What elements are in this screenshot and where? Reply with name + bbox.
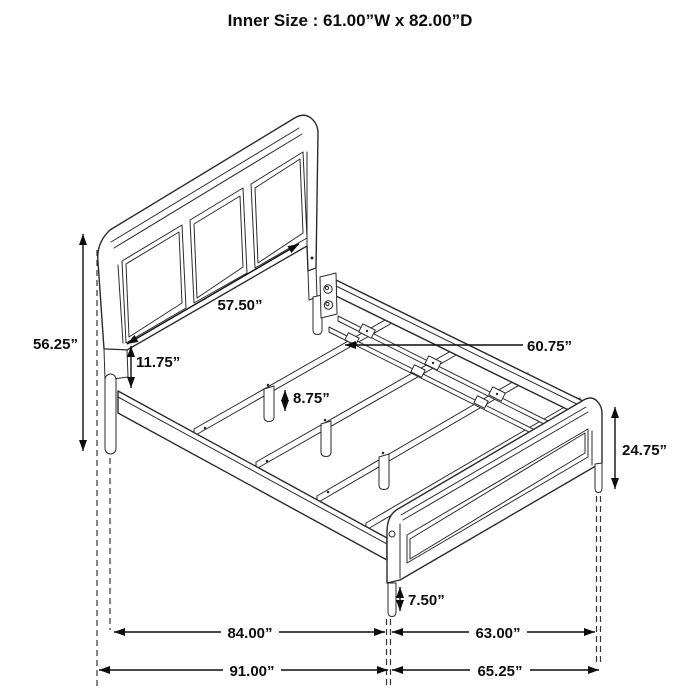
rail-bracket <box>320 273 337 318</box>
dim-label-slat-width: 60.75” <box>527 338 573 355</box>
dim-side-rail-length <box>114 623 385 642</box>
headboard-right-stile <box>308 268 317 300</box>
dim-footboard-span <box>392 623 595 642</box>
slat-leg-2 <box>321 421 331 457</box>
dim-label-side-rail-length: 84.00” <box>227 625 273 642</box>
dim-label-footboard-span: 63.00” <box>475 625 521 642</box>
dim-slat-leg-height <box>285 390 330 411</box>
slat-leg-3 <box>379 454 389 490</box>
dim-label-panel-to-rail-gap: 11.75” <box>136 354 181 371</box>
dim-label-footboard-height: 24.75” <box>622 442 668 459</box>
dim-headboard-height <box>33 234 83 451</box>
dim-label-overall-depth: 91.00” <box>229 663 275 680</box>
dim-panel-to-rail-gap <box>131 346 180 388</box>
footboard-screw <box>389 531 395 537</box>
dim-footboard-leg-height <box>400 587 445 611</box>
dim-overall-depth <box>99 661 388 680</box>
dim-overall-width <box>392 661 599 680</box>
dim-label-slat-leg-height: 8.75” <box>293 390 330 407</box>
dim-label-headboard-inner-width: 57.50” <box>217 297 263 314</box>
slat-leg-1 <box>264 386 274 422</box>
dim-label-headboard-height: 56.25” <box>32 336 78 353</box>
footboard <box>387 398 602 617</box>
dim-label-overall-width: 65.25” <box>477 663 523 680</box>
headboard-left-leg <box>105 374 116 454</box>
dim-label-footboard-leg-height: 7.50” <box>408 592 445 609</box>
footboard-front-leg <box>388 583 396 617</box>
diagram-title: Inner Size : 61.00”W x 82.00”D <box>227 11 473 30</box>
dim-footboard-height <box>615 407 667 489</box>
footboard-rear-leg <box>595 463 602 493</box>
